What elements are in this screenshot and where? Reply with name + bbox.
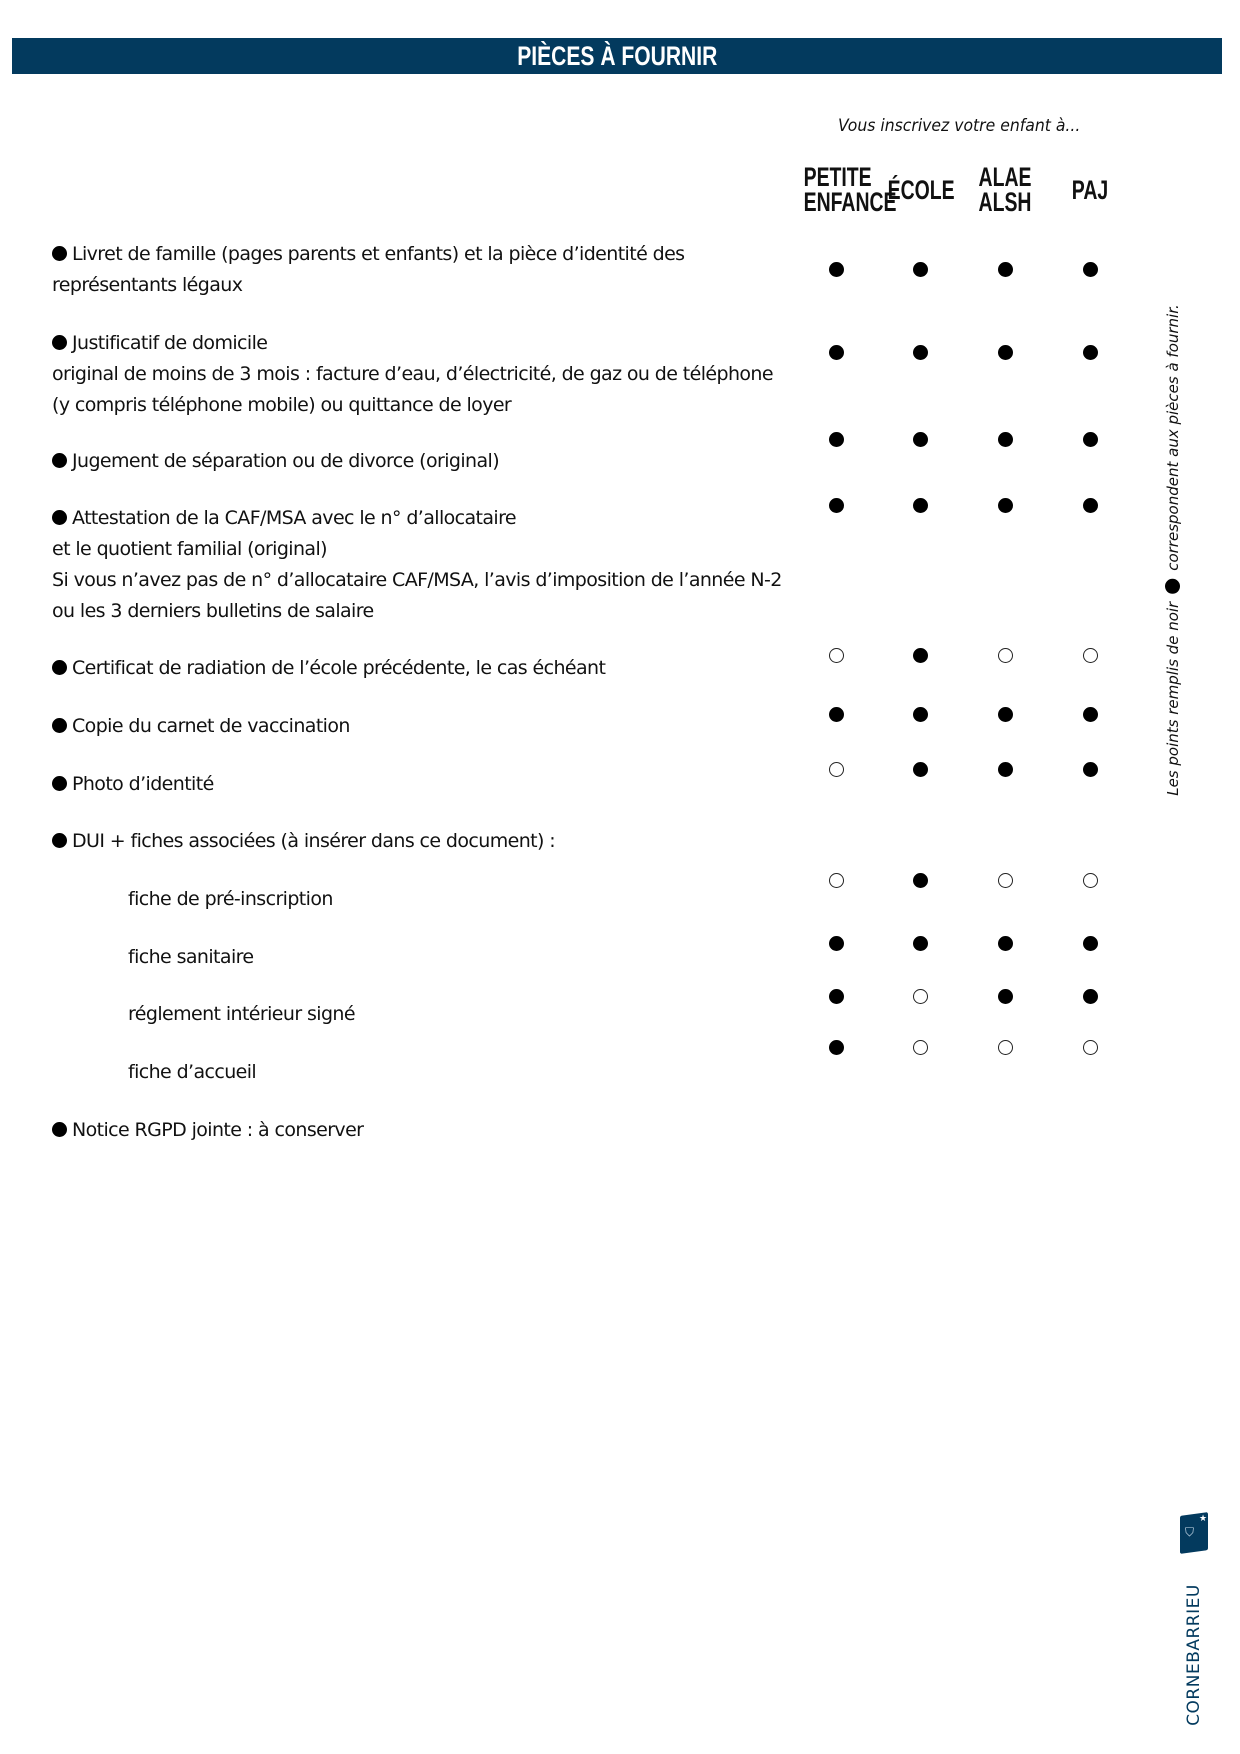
filled-dot-icon xyxy=(998,762,1013,777)
column-header: PAJ xyxy=(1071,175,1109,205)
item-text: Justificatif de domicile xyxy=(72,332,268,354)
list-item xyxy=(52,446,499,477)
empty-dot-icon xyxy=(829,873,844,888)
item-text: (y compris téléphone mobile) ou quittance de loyer xyxy=(52,394,512,416)
shield-icon: ⛉ xyxy=(1185,1525,1195,1539)
list-item xyxy=(52,239,684,301)
logo-wordmark: CORNEBARRIEU xyxy=(1184,1584,1204,1726)
empty-dot-icon xyxy=(829,648,844,663)
sub-list-item xyxy=(128,999,355,1030)
column-header: PETITE ENFANCE xyxy=(803,162,897,217)
filled-dot-icon xyxy=(829,936,844,951)
item-text: original de moins de 3 mois : facture d’eau, d’électricité, de gaz ou de téléphone xyxy=(52,363,773,385)
list-item xyxy=(52,1115,363,1146)
filled-dot-icon xyxy=(1083,345,1098,360)
filled-dot-icon xyxy=(913,936,928,951)
legend-text-before: Les points remplis de noir xyxy=(1164,601,1182,796)
filled-dot-icon xyxy=(1083,762,1098,777)
list-item xyxy=(52,711,350,742)
bullet-icon xyxy=(52,833,67,848)
item-text: fiche de pré-inscription xyxy=(128,888,333,910)
empty-dot-icon xyxy=(913,989,928,1004)
filled-dot-icon xyxy=(998,345,1013,360)
filled-dot-icon xyxy=(998,498,1013,513)
page-title: PIÈCES À FOURNIR xyxy=(516,40,718,71)
title-banner xyxy=(12,38,1222,74)
filled-dot-icon xyxy=(998,432,1013,447)
filled-dot-icon xyxy=(829,989,844,1004)
star-icon: ★ xyxy=(1199,1514,1208,1524)
filled-dot-icon xyxy=(1083,936,1098,951)
list-item xyxy=(52,769,214,800)
item-text: Livret de famille (pages parents et enfants) et la pièce d’identité des xyxy=(72,243,685,265)
sub-list-item xyxy=(128,942,254,973)
empty-dot-icon xyxy=(1083,1040,1098,1055)
filled-dot-icon xyxy=(998,936,1013,951)
legend xyxy=(1158,304,1188,796)
filled-dot-icon xyxy=(829,345,844,360)
legend-text-after: correspondent aux pièces à fournir. xyxy=(1164,304,1182,571)
item-text: réglement intérieur signé xyxy=(128,1003,355,1025)
filled-dot-icon xyxy=(1083,498,1098,513)
filled-dot-icon xyxy=(1083,707,1098,722)
item-text: ou les 3 derniers bulletins de salaire xyxy=(52,600,374,622)
filled-dot-icon xyxy=(913,262,928,277)
item-text: Attestation de la CAF/MSA avec le n° d’allocataire xyxy=(72,507,516,529)
filled-dot-icon xyxy=(829,432,844,447)
filled-dot-icon xyxy=(998,989,1013,1004)
sub-list-item xyxy=(128,884,333,915)
empty-dot-icon xyxy=(998,873,1013,888)
list-item xyxy=(52,328,773,421)
list-item xyxy=(52,503,782,627)
list-item xyxy=(52,826,555,857)
filled-dot-icon xyxy=(829,1040,844,1055)
filled-dot-icon xyxy=(913,707,928,722)
filled-dot-icon xyxy=(913,498,928,513)
empty-dot-icon xyxy=(913,1040,928,1055)
item-text: Photo d’identité xyxy=(72,773,214,795)
intro-text: Vous inscrivez votre enfant à... xyxy=(838,116,1081,136)
filled-dot-icon xyxy=(1083,989,1098,1004)
item-text: Copie du carnet de vaccination xyxy=(72,715,350,737)
bullet-icon xyxy=(52,660,67,675)
filled-dot-icon xyxy=(1165,579,1180,594)
bullet-icon xyxy=(52,335,67,350)
item-text: fiche d’accueil xyxy=(128,1061,257,1083)
bullet-icon xyxy=(52,453,67,468)
filled-dot-icon xyxy=(1083,432,1098,447)
sub-list-item xyxy=(128,1057,256,1088)
item-text: Si vous n’avez pas de n° d’allocataire CAF/MSA, l’avis d’imposition de l’année N-2 xyxy=(52,569,782,591)
filled-dot-icon xyxy=(998,707,1013,722)
empty-dot-icon xyxy=(998,648,1013,663)
filled-dot-icon xyxy=(829,498,844,513)
filled-dot-icon xyxy=(913,648,928,663)
item-text: DUI + fiches associées (à insérer dans ce document) : xyxy=(72,830,556,852)
bullet-icon xyxy=(52,510,67,525)
list-item xyxy=(52,653,605,684)
bullet-icon xyxy=(52,1122,67,1137)
filled-dot-icon xyxy=(829,262,844,277)
empty-dot-icon xyxy=(998,1040,1013,1055)
filled-dot-icon xyxy=(998,262,1013,277)
item-text: Notice RGPD jointe : à conserver xyxy=(72,1119,364,1141)
filled-dot-icon xyxy=(913,345,928,360)
filled-dot-icon xyxy=(913,432,928,447)
item-text: Jugement de séparation ou de divorce (original) xyxy=(72,450,500,472)
item-text: représentants légaux xyxy=(52,274,243,296)
item-text: et le quotient familial (original) xyxy=(52,538,327,560)
column-header: ÉCOLE xyxy=(887,175,955,205)
bullet-icon xyxy=(52,776,67,791)
filled-dot-icon xyxy=(829,707,844,722)
item-text: fiche sanitaire xyxy=(128,946,254,968)
empty-dot-icon xyxy=(829,762,844,777)
item-text: Certificat de radiation de l’école précédente, le cas échéant xyxy=(72,657,606,679)
bullet-icon xyxy=(52,246,67,261)
empty-dot-icon xyxy=(1083,648,1098,663)
bullet-icon xyxy=(52,718,67,733)
column-header: ALAE ALSH xyxy=(978,162,1032,217)
filled-dot-icon xyxy=(913,873,928,888)
filled-dot-icon xyxy=(1083,262,1098,277)
empty-dot-icon xyxy=(1083,873,1098,888)
filled-dot-icon xyxy=(913,762,928,777)
